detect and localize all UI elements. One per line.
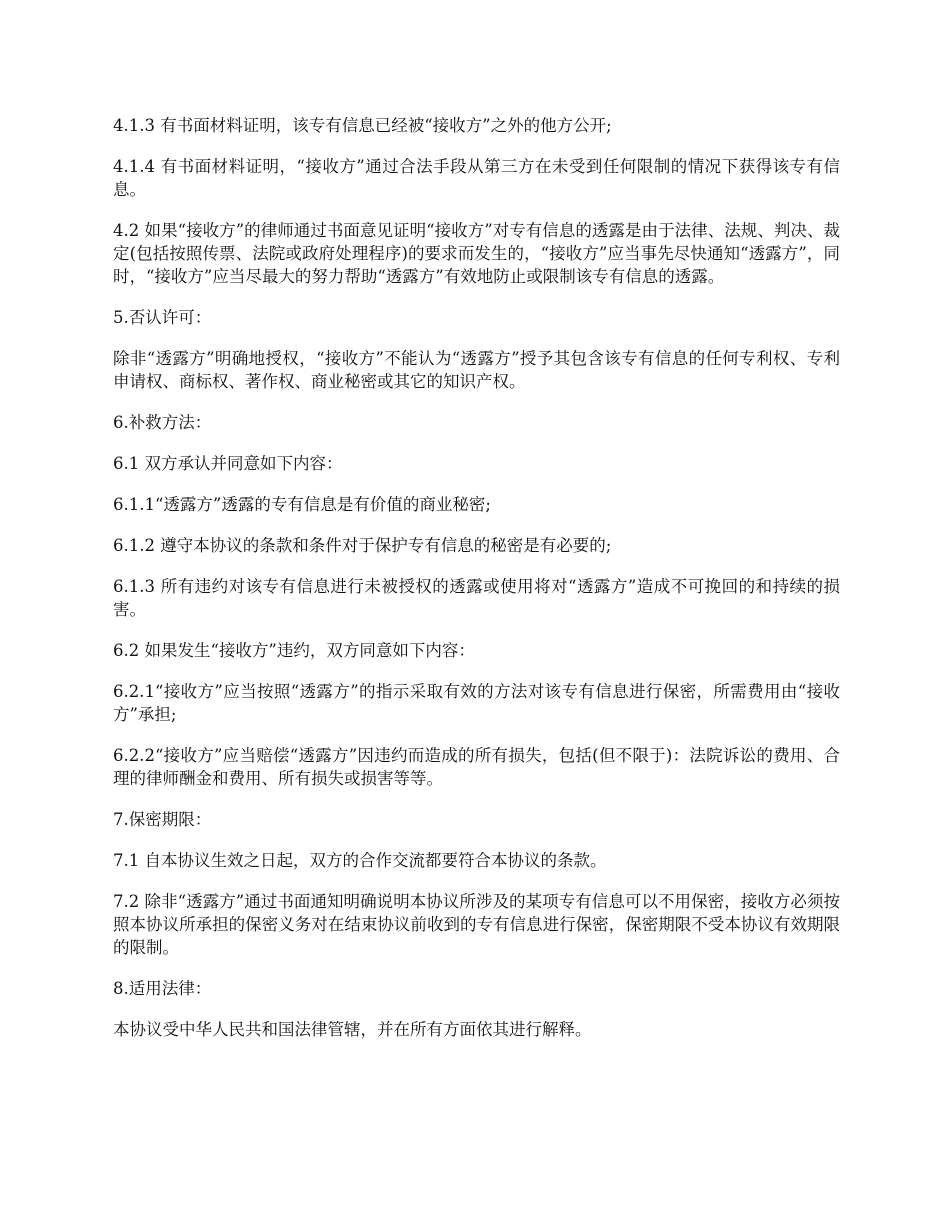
- clause-7-2: 7.2 除非“透露方”通过书面通知明确说明本协议所涉及的某项专有信息可以不用保密，接收方必须按照本协议所承担的保密义务对在结束协议前收到的专有信息进行保密，保密期限不受本协议有效期限的限制。: [113, 892, 840, 957]
- clause-6-2-1: 6.2.1“接收方”应当按照“透露方”的指示采取有效的方法对该专有信息进行保密，所需费用由“接收方”承担;: [113, 682, 840, 724]
- section-heading-6: 6.补救方法：: [113, 413, 212, 432]
- document-body: [113, 114, 840, 1059]
- clause-5-body: 除非“透露方”明确地授权，“接收方”不能认为“透露方”授予其包含该专有信息的任何专利权、专利申请权、商标权、著作权、商业秘密或其它的知识产权。: [113, 349, 840, 391]
- clause-6-1-3: 6.1.3 所有违约对该专有信息进行未被授权的透露或使用将对“透露方”造成不可挽回的和持续的损害。: [113, 577, 840, 619]
- clause-8-body: 本协议受中华人民共和国法律管辖，并在所有方面依其进行解释。: [113, 1020, 592, 1039]
- clause-6-1-1: 6.1.1“透露方”透露的专有信息是有价值的商业秘密;: [113, 495, 491, 514]
- clause-4-1-4: 4.1.4 有书面材料证明，“接收方”通过合法手段从第三方在未受到任何限制的情况下获得该专有信息。: [113, 157, 840, 199]
- section-heading-8: 8.适用法律：: [113, 979, 212, 998]
- clause-4-2: 4.2 如果“接收方”的律师通过书面意见证明“接收方”对专有信息的透露是由于法律、法规、判决、裁定(包括按照传票、法院或政府处理程序)的要求而发生的，“接收方”应当事先尽快通知“透露方”，同时，“接收方”应当尽最大的努力帮助“透露方”有效地防止或限制该专有信息的透露。: [113, 221, 840, 286]
- section-heading-5: 5.否认许可：: [113, 308, 212, 327]
- clause-6-2-2: 6.2.2“接收方”应当赔偿“透露方”因违约而造成的所有损失，包括(但不限于)：法院诉讼的费用、合理的律师酬金和费用、所有损失或损害等等。: [113, 746, 840, 788]
- clause-7-1: 7.1 自本协议生效之日起，双方的合作交流都要符合本协议的条款。: [113, 851, 607, 870]
- clause-6-1: 6.1 双方承认并同意如下内容：: [113, 454, 343, 473]
- section-heading-7: 7.保密期限：: [113, 810, 212, 829]
- clause-6-1-2: 6.1.2 遵守本协议的条款和条件对于保护专有信息的秘密是有必要的;: [113, 536, 612, 555]
- clause-6-2: 6.2 如果发生“接收方”违约，双方同意如下内容：: [113, 641, 475, 660]
- clause-4-1-3: 4.1.3 有书面材料证明，该专有信息已经被“接收方”之外的他方公开;: [113, 116, 612, 135]
